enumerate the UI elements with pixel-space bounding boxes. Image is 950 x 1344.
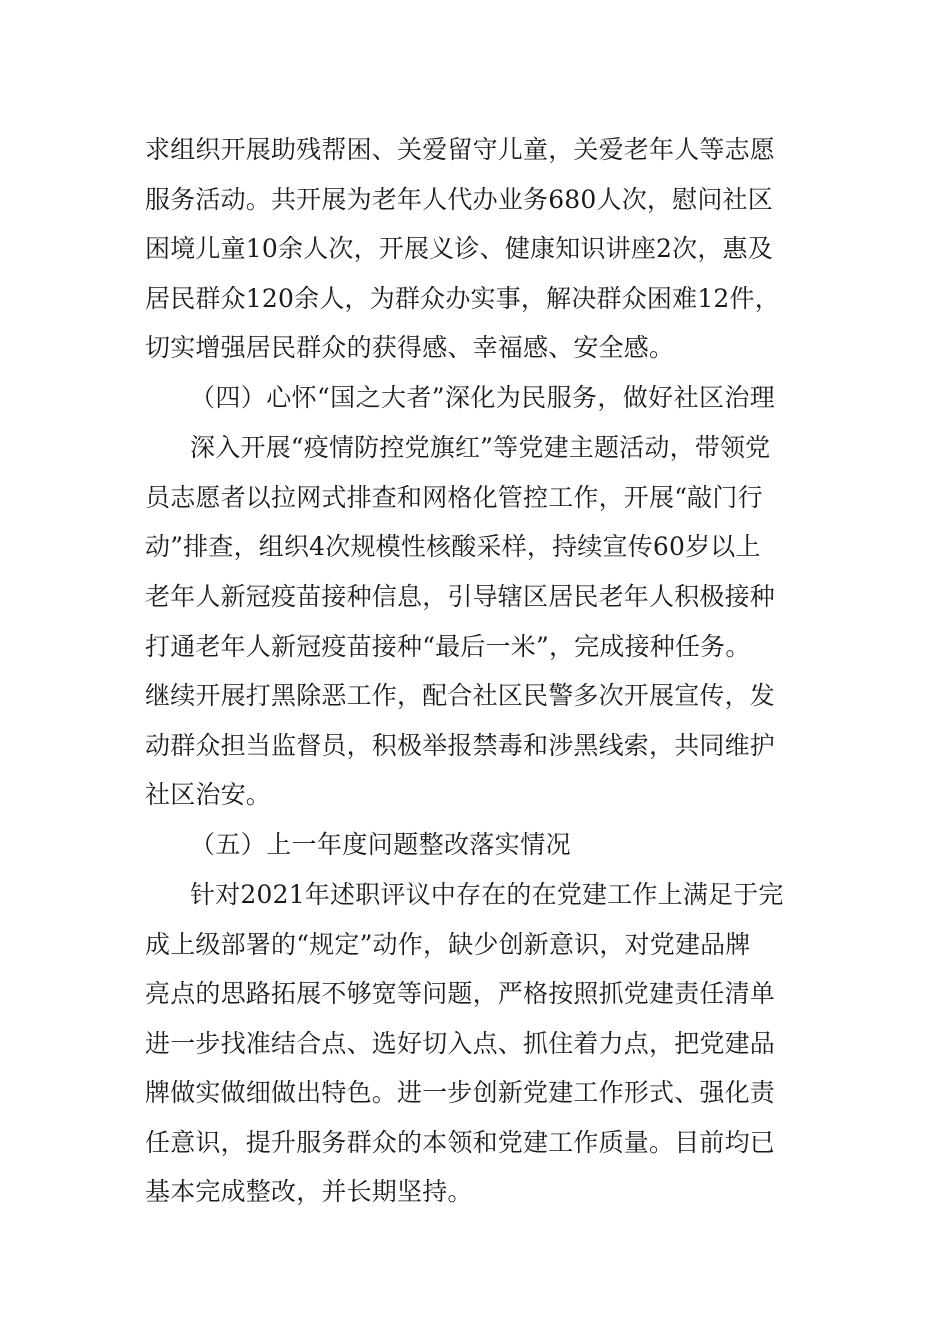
section-heading-four: （四）心怀“国之大者”深化为民服务，做好社区治理	[190, 383, 776, 412]
body-text-line: 服务活动。共开展为老年人代办业务680人次，慰问社区	[145, 185, 773, 214]
body-text-line: 亮点的思路拓展不够宽等问题，严格按照抓党建责任清单	[145, 979, 776, 1008]
body-text-line: 成上级部署的“规定”动作，缺少创新意识，对党建品牌	[145, 930, 751, 959]
section-heading-five: （五）上一年度问题整改落实情况	[190, 830, 572, 859]
body-text-line: 任意识，提升服务群众的本领和党建工作质量。目前均已	[145, 1128, 776, 1157]
body-text-line: 居民群众120余人，为群众办实事，解决群众困难12件，	[145, 284, 780, 313]
body-text-line: 进一步找准结合点、选好切入点、抓住着力点，把党建品	[145, 1029, 776, 1058]
body-text-line: 基本完成整改，并长期坚持。	[145, 1177, 473, 1206]
body-text-line: 打通老年人新冠疫苗接种“最后一米”，完成接种任务。	[145, 632, 751, 661]
body-text-line: 求组织开展助残帮困、关爱留守儿童，关爱老年人等志愿	[145, 135, 776, 164]
body-text-line: 困境儿童10余人次，开展义诊、健康知识讲座2次，惠及	[145, 234, 773, 263]
body-text-line: 老年人新冠疫苗接种信息，引导辖区居民老年人积极接种	[145, 582, 776, 611]
body-text-line: 牌做实做细做出特色。进一步创新党建工作形式、强化责	[145, 1078, 776, 1107]
body-text-line: 动”排查，组织4次规模性核酸采样，持续宣传60岁以上	[145, 532, 761, 561]
body-text-line: 动群众担当监督员，积极举报禁毒和涉黑线索，共同维护	[145, 731, 776, 760]
body-text-line: 切实增强居民群众的获得感、幸福感、安全感。	[145, 333, 675, 362]
body-text-line: 社区治安。	[145, 780, 272, 809]
body-text-line: 继续开展打黑除恶工作，配合社区民警多次开展宣传，发	[145, 681, 776, 710]
body-text-line: 员志愿者以拉网式排查和网格化管控工作，开展“敲门行	[145, 483, 763, 512]
body-text-line: 针对2021年述职评议中存在的在党建工作上满足于完	[190, 880, 784, 909]
body-text-line: 深入开展“疫情防控党旗红”等党建主题活动，带领党	[190, 433, 771, 462]
